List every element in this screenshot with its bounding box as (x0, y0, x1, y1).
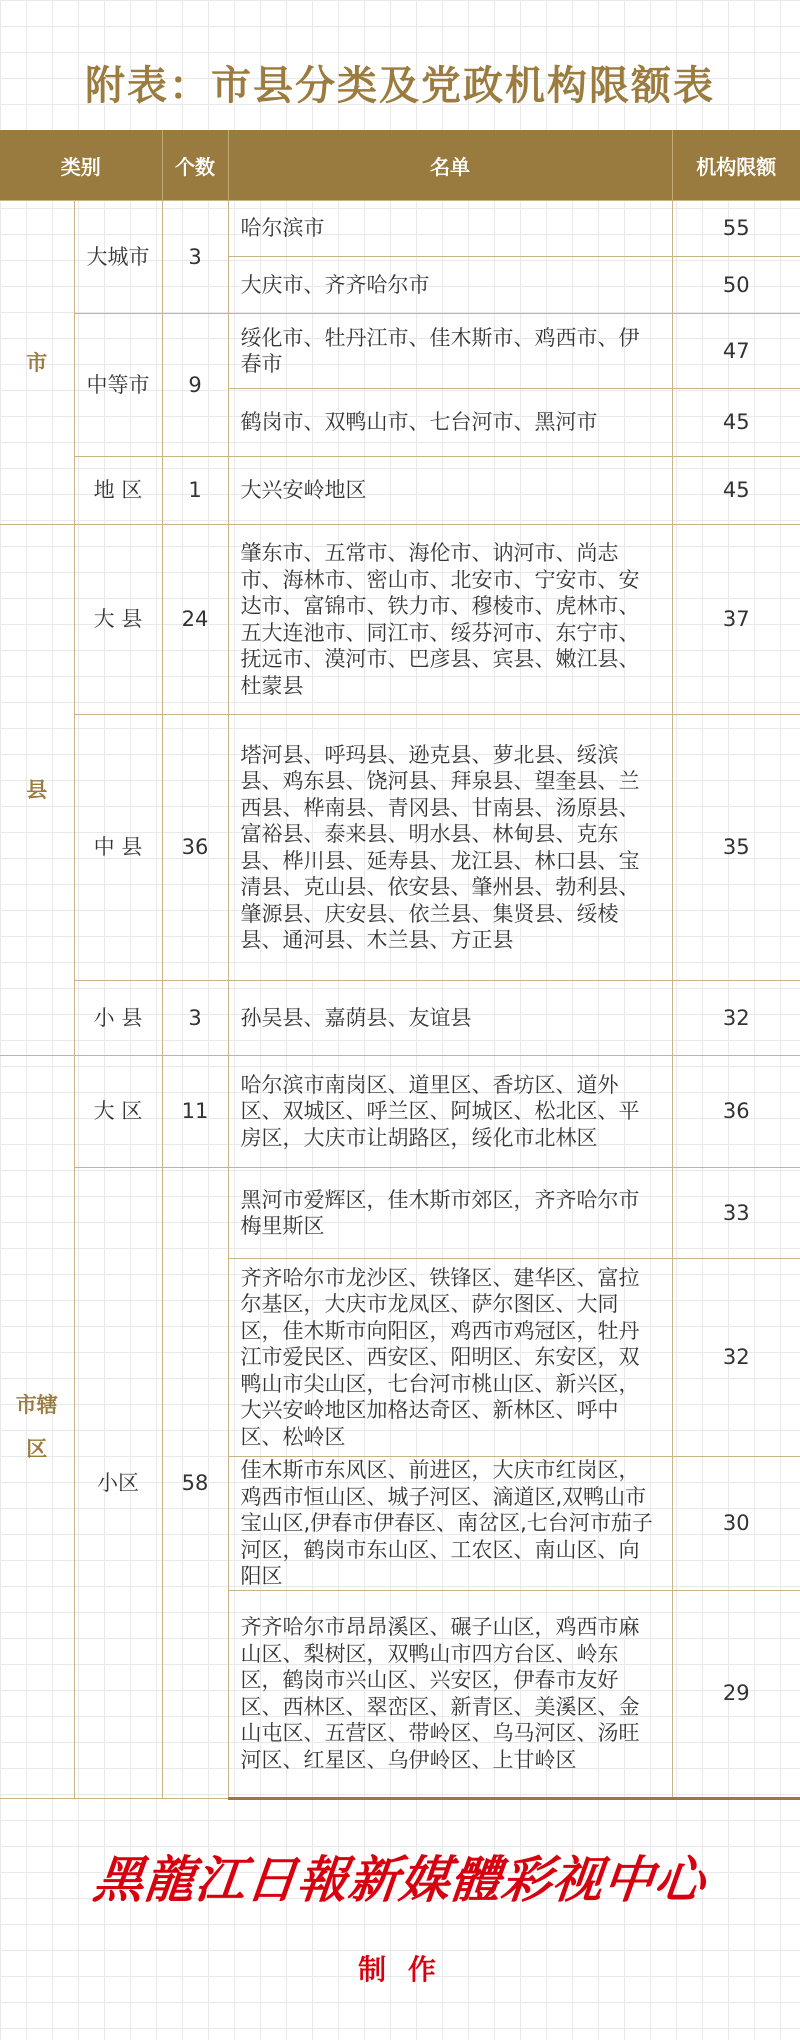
count-cell: 24 (162, 525, 228, 715)
count-cell: 3 (162, 201, 228, 314)
subcategory: 大 县 (74, 525, 162, 715)
header-category: 类别 (0, 130, 162, 201)
subcategory: 小区 (74, 1168, 162, 1799)
names-cell: 佳木斯市东风区、前进区，大庆市红岗区，鸡西市恒山区、城子河区、滴道区,双鸭山市宝山区,伊春市伊春区、南岔区,七台河市茄子河区，鹤岗市东山区、工农区、南山区、向阳区 (228, 1457, 672, 1591)
names-cell: 黑河市爱辉区，佳木斯市郊区，齐齐哈尔市梅里斯区 (228, 1168, 672, 1259)
names-cell: 哈尔滨市 (228, 201, 672, 257)
limit-cell: 29 (672, 1590, 800, 1798)
table-row (0, 457, 800, 525)
table-header-row (0, 130, 800, 201)
subcategory: 大城市 (74, 201, 162, 314)
group-city: 市 (0, 201, 74, 525)
table-row (0, 1056, 800, 1168)
limit-cell: 37 (672, 525, 800, 715)
subcategory: 地 区 (74, 457, 162, 525)
names-cell: 塔河县、呼玛县、逊克县、萝北县、绥滨县、鸡东县、饶河县、拜泉县、望奎县、兰西县、桦南县、青冈县、甘南县、汤原县、富裕县、泰来县、明水县、林甸县、克东县、桦川县、延寿县、龙江县、林口县、宝清县、克山县、依安县、肇州县、勃利县、肇源县、庆安县、依兰县、集贤县、绥棱县、通河县、木兰县、方正县 (228, 715, 672, 981)
names-cell: 哈尔滨市南岗区、道里区、香坊区、道外区、双城区、呼兰区、阿城区、松北区、平房区，大庆市让胡路区，绥化市北林区 (228, 1056, 672, 1168)
limit-cell: 55 (672, 201, 800, 257)
header-names: 名单 (228, 130, 672, 201)
subcategory: 大 区 (74, 1056, 162, 1168)
subcategory: 小 县 (74, 981, 162, 1056)
limit-cell: 45 (672, 389, 800, 457)
names-cell: 齐齐哈尔市龙沙区、铁锋区、建华区、富拉尔基区，大庆市龙凤区、萨尔图区、大同区，佳木斯市向阳区，鸡西市鸡冠区，牡丹江市爱民区、西安区、阳明区、东安区，双鸭山市尖山区，七台河市桃山区、新兴区，大兴安岭地区加格达奇区、新林区、呼中区、松岭区 (228, 1259, 672, 1457)
names-cell: 孙吴县、嘉荫县、友谊县 (228, 981, 672, 1056)
count-cell: 9 (162, 314, 228, 457)
header-count: 个数 (162, 130, 228, 201)
names-cell: 绥化市、牡丹江市、佳木斯市、鸡西市、伊春市 (228, 314, 672, 389)
publisher-banner: 黑龍江日報新媒體彩视中心 (90, 1850, 709, 1909)
subcategory: 中 县 (74, 715, 162, 981)
limit-cell: 32 (672, 981, 800, 1056)
names-cell: 齐齐哈尔市昂昂溪区、碾子山区，鸡西市麻山区、梨树区，双鸭山市四方台区、岭东区，鹤岗市兴山区、兴安区，伊春市友好区、西林区、翠峦区、新青区、美溪区、金山屯区、五营区、带岭区、乌马河区、汤旺河区、红星区、乌伊岭区、上甘岭区 (228, 1590, 672, 1798)
names-cell: 大庆市、齐齐哈尔市 (228, 257, 672, 314)
producer-credit: 制 作 (358, 1953, 442, 1986)
limit-cell: 50 (672, 257, 800, 314)
names-cell: 大兴安岭地区 (228, 457, 672, 525)
limit-cell: 32 (672, 1259, 800, 1457)
limit-cell: 30 (672, 1457, 800, 1591)
table-row (0, 981, 800, 1056)
count-cell: 36 (162, 715, 228, 981)
subcategory: 中等市 (74, 314, 162, 457)
names-cell: 肇东市、五常市、海伦市、讷河市、尚志市、海林市、密山市、北安市、宁安市、安达市、富锦市、铁力市、穆棱市、虎林市、五大连池市、同江市、绥芬河市、东宁市、抚远市、漠河市、巴彦县、宾县、嫩江县、杜蒙县 (228, 525, 672, 715)
page-title: 附表：市县分类及党政机构限额表 (85, 62, 715, 109)
table-row (0, 715, 800, 981)
count-cell: 11 (162, 1056, 228, 1168)
table-row (0, 1168, 800, 1259)
limit-cell: 36 (672, 1056, 800, 1168)
group-district: 市辖区 (0, 1056, 74, 1799)
limit-cell: 33 (672, 1168, 800, 1259)
count-cell: 3 (162, 981, 228, 1056)
header-limit: 机构限额 (672, 130, 800, 201)
count-cell: 1 (162, 457, 228, 525)
group-county: 县 (0, 525, 74, 1056)
limit-cell: 47 (672, 314, 800, 389)
limit-cell: 45 (672, 457, 800, 525)
names-cell: 鹤岗市、双鸭山市、七台河市、黑河市 (228, 389, 672, 457)
quota-table (0, 130, 800, 1800)
limit-cell: 35 (672, 715, 800, 981)
table-row (0, 314, 800, 389)
table-row (0, 201, 800, 257)
table-row (0, 525, 800, 715)
count-cell: 58 (162, 1168, 228, 1799)
